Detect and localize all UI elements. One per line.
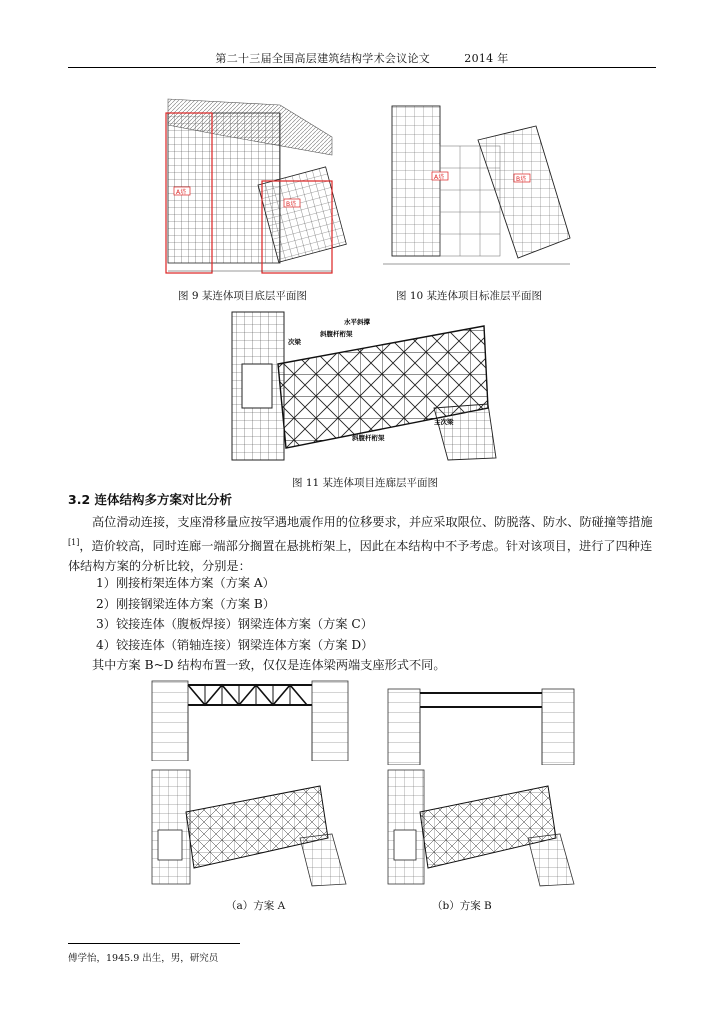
fig11-label-secondary-beam: 次梁	[288, 338, 301, 346]
figure-11-plan	[228, 308, 498, 466]
section-heading	[68, 490, 232, 508]
header-title: 第二十三届全国高层建筑结构学术会议论文	[215, 52, 431, 65]
section-number: 3.2	[68, 492, 91, 507]
scheme-list	[96, 573, 373, 655]
fig11-label-web-truss-bottom: 斜腹杆桁架	[352, 434, 385, 442]
scheme-b-plan	[386, 768, 576, 888]
figure-11-caption: 图 11 某连体项目连廊层平面图	[292, 477, 439, 489]
scheme-b-caption: （b）方案 B	[432, 900, 492, 912]
list-item: 2）刚接钢梁连体方案（方案 B）	[96, 596, 276, 611]
paragraph-1-text-b: ，造价较高，同时连廊一端部分搁置在悬挑桁架上，因此在本结构中不予考虑。针对该项目，进行了四种连体结构方案的分析比较，分别是：	[68, 538, 653, 574]
scheme-b-elevation	[386, 683, 576, 765]
scheme-a-plan	[150, 768, 350, 888]
fig9-label-b: B塔	[286, 201, 297, 208]
list-item: 3）铰接连体（腹板焊接）钢梁连体方案（方案 C）	[96, 617, 373, 631]
running-header	[68, 50, 656, 66]
footnote: 傅学怡，1945.9 出生，男，研究员	[68, 953, 219, 964]
figure-9-caption: 图 9 某连体项目底层平面图	[178, 290, 307, 302]
scheme-a-elevation	[150, 673, 350, 761]
section-title: 连体结构多方案对比分析	[94, 492, 233, 507]
figure-10-plan	[378, 98, 578, 278]
fig11-label-main-secondary-beam: 主次梁	[434, 418, 454, 426]
figure-10-caption: 图 10 某连体项目标准层平面图	[396, 290, 543, 302]
paragraph-2-text: 其中方案 B~D 结构布置一致，仅仅是连体梁两端支座形式不同。	[92, 658, 446, 672]
fig10-label-a: A塔	[434, 174, 445, 181]
fig9-label-a: A塔	[176, 189, 187, 196]
header-year: 2014 年	[464, 52, 509, 65]
footnote-rule	[68, 943, 240, 944]
paragraph-1-text-a: 高位滑动连接，支座滑移量应按罕遇地震作用的位移要求，并应采取限位、防脱落、防水、防碰撞等措施	[92, 515, 653, 529]
header-rule	[68, 67, 656, 68]
list-item: 4）铰接连体（销轴连接）钢梁连体方案（方案 D）	[96, 637, 374, 652]
scheme-a-caption: （a）方案 A	[226, 900, 286, 912]
paragraph-1	[68, 512, 656, 577]
fig11-label-web-truss-top: 斜腹杆桁架	[320, 330, 353, 338]
fig10-label-b: B塔	[516, 176, 527, 183]
fig11-label-horizontal-brace: 水平斜撑	[344, 318, 370, 326]
list-item: 1）刚接桁架连体方案（方案 A）	[96, 576, 275, 590]
citation-1: [1]	[68, 537, 80, 547]
figure-9-plan	[160, 95, 350, 280]
